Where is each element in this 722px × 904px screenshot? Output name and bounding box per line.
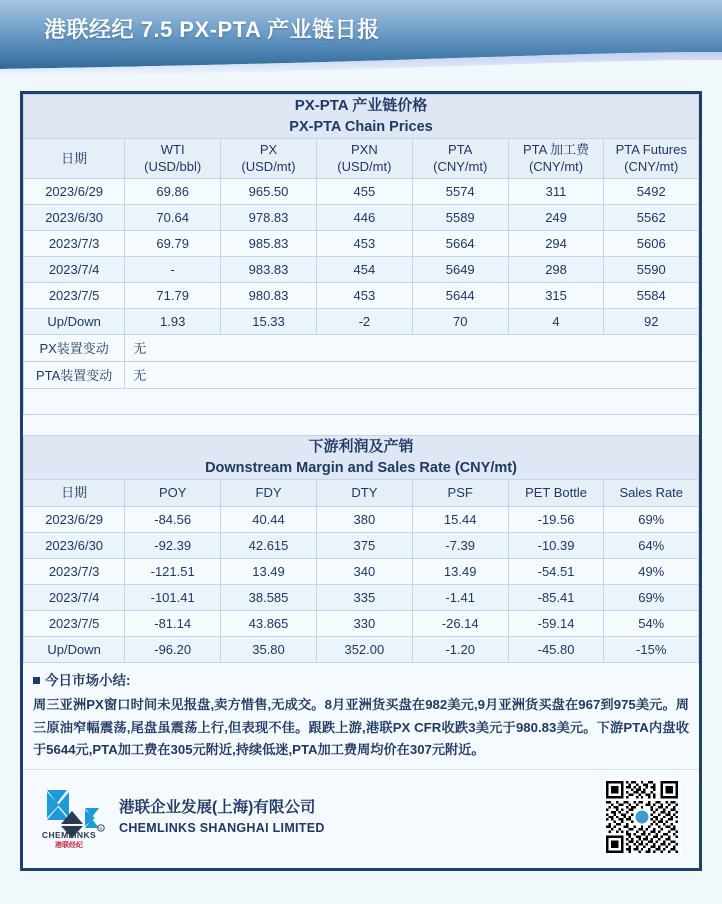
company-identity (119, 796, 325, 838)
cell-sales-rate: -15% (604, 636, 699, 662)
price-table-title-row (24, 95, 699, 139)
cell-poy: -101.41 (125, 584, 221, 610)
cell-pta-fee: 315 (508, 282, 604, 308)
price-col-pxn-unit: (USD/mt) (337, 159, 392, 175)
cell-psf: -1.20 (412, 636, 508, 662)
price-col-pta-futures-unit: (CNY/mt) (624, 159, 679, 175)
margin-col-psf: PSF (412, 479, 508, 506)
price-col-px (221, 138, 317, 178)
cell-date: 2023/6/30 (24, 532, 125, 558)
cell-poy: -121.51 (125, 558, 221, 584)
square-bullet-icon (33, 677, 40, 684)
cell-poy: -92.39 (125, 532, 221, 558)
price-col-pta-futures-top: PTA Futures (615, 141, 687, 157)
cell-label: Up/Down (24, 636, 125, 662)
cell-date: 2023/6/29 (24, 506, 125, 532)
table-row (24, 558, 699, 584)
report-footer (23, 769, 699, 868)
price-table-header-row (24, 138, 699, 178)
pta-device-change-row (24, 361, 699, 388)
table-row-updown (24, 308, 699, 334)
price-col-pta-unit: (CNY/mt) (433, 159, 488, 175)
cell-date: 2023/7/3 (24, 558, 125, 584)
chemlinks-logo (39, 784, 109, 850)
cell-pet-bottle: -59.14 (508, 610, 604, 636)
margin-col-sales-rate: Sales Rate (604, 479, 699, 506)
cell-pta-fee: 311 (508, 178, 604, 204)
cell-wti: 1.93 (125, 308, 221, 334)
cell-pta-fee: 298 (508, 256, 604, 282)
cell-label: Up/Down (24, 308, 125, 334)
cell-px: 978.83 (221, 204, 317, 230)
price-table (23, 94, 699, 415)
cell-pet-bottle: -10.39 (508, 532, 604, 558)
margin-table-title-row (24, 435, 699, 479)
margin-table-title-en: Downstream Margin and Sales Rate (CNY/mt) (205, 459, 517, 476)
market-summary (23, 663, 699, 766)
cell-pta: 5649 (412, 256, 508, 282)
market-summary-heading-text: 今日市场小结: (45, 672, 131, 688)
price-col-pta-futures (604, 138, 699, 178)
price-col-date (24, 138, 125, 178)
cell-wti: 69.79 (125, 230, 221, 256)
cell-psf: 15.44 (412, 506, 508, 532)
table-row (24, 178, 699, 204)
report-card (20, 91, 702, 871)
cell-pta-futures: 5492 (604, 178, 699, 204)
margin-table-title-cell (24, 435, 699, 479)
table-row-updown (24, 636, 699, 662)
table-row (24, 282, 699, 308)
cell-pet-bottle: -85.41 (508, 584, 604, 610)
margin-col-date: 日期 (24, 479, 125, 506)
cell-pta-futures: 5584 (604, 282, 699, 308)
cell-psf: 13.49 (412, 558, 508, 584)
company-name-en: CHEMLINKS SHANGHAI LIMITED (119, 821, 325, 836)
cell-sales-rate: 69% (604, 584, 699, 610)
margin-table (23, 435, 699, 663)
margin-col-dty: DTY (316, 479, 412, 506)
chemlinks-logo-mark-icon (39, 784, 109, 850)
px-device-change-label: PX装置变动 (24, 334, 125, 361)
cell-pxn: 453 (316, 230, 412, 256)
cell-pta-futures: 5606 (604, 230, 699, 256)
cell-poy: -81.14 (125, 610, 221, 636)
margin-col-poy: POY (125, 479, 221, 506)
cell-dty: 335 (316, 584, 412, 610)
cell-pet-bottle: -19.56 (508, 506, 604, 532)
qr-code-image (606, 781, 678, 853)
cell-pta-fee: 249 (508, 204, 604, 230)
table-row (24, 230, 699, 256)
svg-text:港联经纪: 港联经纪 (55, 842, 83, 849)
cell-date: 2023/7/3 (24, 230, 125, 256)
cell-px: 965.50 (221, 178, 317, 204)
page-header-banner (0, 0, 722, 78)
cell-pta: 5664 (412, 230, 508, 256)
cell-sales-rate: 64% (604, 532, 699, 558)
cell-fdy: 42.615 (221, 532, 317, 558)
cell-pta-futures: 92 (604, 308, 699, 334)
margin-table-header-row (24, 479, 699, 506)
cell-wti: 70.64 (125, 204, 221, 230)
margin-col-fdy: FDY (221, 479, 317, 506)
page-title: 港联经纪 7.5 PX-PTA 产业链日报 (44, 17, 380, 42)
cell-dty: 340 (316, 558, 412, 584)
cell-date: 2023/7/5 (24, 282, 125, 308)
price-table-title-en: PX-PTA Chain Prices (289, 118, 433, 135)
cell-wti: - (125, 256, 221, 282)
price-col-wti (125, 138, 221, 178)
cell-date: 2023/6/29 (24, 178, 125, 204)
cell-psf: -26.14 (412, 610, 508, 636)
price-table-bottom-spacer (24, 388, 699, 414)
table-row (24, 532, 699, 558)
price-col-px-top: PX (259, 141, 278, 157)
cell-date: 2023/7/4 (24, 584, 125, 610)
price-col-pta-fee-unit: (CNY/mt) (528, 159, 584, 175)
cell-dty: 375 (316, 532, 412, 558)
cell-pta: 5644 (412, 282, 508, 308)
cell-px: 985.83 (221, 230, 317, 256)
cell-pta-futures: 5590 (604, 256, 699, 282)
cell-fdy: 43.865 (221, 610, 317, 636)
margin-table-title-cn: 下游利润及产销 (308, 437, 414, 455)
cell-poy: -84.56 (125, 506, 221, 532)
price-col-wti-top: WTI (160, 141, 185, 157)
cell-wti: 71.79 (125, 282, 221, 308)
cell-pta: 5574 (412, 178, 508, 204)
cell-dty: 380 (316, 506, 412, 532)
cell-dty: 330 (316, 610, 412, 636)
cell-px: 980.83 (221, 282, 317, 308)
price-col-pta-top: PTA (448, 141, 473, 157)
market-summary-heading (33, 671, 689, 691)
cell-pxn: -2 (316, 308, 412, 334)
margin-col-pet-bottle: PET Bottle (508, 479, 604, 506)
cell-fdy: 40.44 (221, 506, 317, 532)
table-row (24, 506, 699, 532)
cell-poy: -96.20 (125, 636, 221, 662)
cell-psf: -7.39 (412, 532, 508, 558)
pta-device-change-label: PTA装置变动 (24, 361, 125, 388)
cell-pta: 70 (412, 308, 508, 334)
price-table-title-cn: PX-PTA 产业链价格 (294, 97, 428, 114)
table-row (24, 584, 699, 610)
cell-pet-bottle: -45.80 (508, 636, 604, 662)
px-device-change-value: 无 (125, 334, 699, 361)
price-col-date-top: 日期 (61, 150, 88, 166)
cell-sales-rate: 69% (604, 506, 699, 532)
table-row (24, 256, 699, 282)
pta-device-change-value: 无 (125, 361, 699, 388)
cell-psf: -1.41 (412, 584, 508, 610)
cell-sales-rate: 49% (604, 558, 699, 584)
market-summary-body: 周三亚洲PX窗口时间未见报盘,卖方惜售,无成交。8月亚洲货买盘在982美元,9月亚洲货买盘在967到975美元。周三原油窄幅震荡,尾盘虽震荡上行,但表现不佳。跟跌上游,港联PX CFR收跌3美元于980.83美元。下游PTA内盘收于5644元,PTA加工费在305元附近,持续低迷,PTA加工费周均价在307元附近。 (33, 696, 689, 758)
cell-fdy: 13.49 (221, 558, 317, 584)
price-col-pta-fee-top: PTA 加工费 (522, 141, 590, 157)
cell-px: 15.33 (221, 308, 317, 334)
cell-pxn: 454 (316, 256, 412, 282)
wechat-qr-code[interactable] (603, 778, 681, 856)
table-row (24, 610, 699, 636)
price-table-title-cell (24, 95, 699, 139)
spacer-cell (24, 388, 699, 414)
price-col-pxn (316, 138, 412, 178)
cell-sales-rate: 54% (604, 610, 699, 636)
cell-px: 983.83 (221, 256, 317, 282)
svg-text:R: R (99, 826, 103, 831)
cell-date: 2023/7/5 (24, 610, 125, 636)
svg-text:CHEMLINKS: CHEMLINKS (41, 830, 97, 840)
cell-dty: 352.00 (316, 636, 412, 662)
cell-pta-fee: 294 (508, 230, 604, 256)
cell-wti: 69.86 (125, 178, 221, 204)
price-col-pta-fee (508, 138, 604, 178)
company-name-cn: 港联企业发展(上海)有限公司 (119, 799, 316, 816)
price-col-wti-unit: (USD/bbl) (144, 159, 202, 175)
price-col-pxn-top: PXN (350, 141, 378, 157)
price-col-px-unit: (USD/mt) (241, 159, 296, 175)
cell-pxn: 455 (316, 178, 412, 204)
cell-pxn: 453 (316, 282, 412, 308)
cell-pxn: 446 (316, 204, 412, 230)
table-row (24, 204, 699, 230)
cell-pta-fee: 4 (508, 308, 604, 334)
cell-date: 2023/7/4 (24, 256, 125, 282)
table-gap (23, 415, 699, 435)
price-col-pta (412, 138, 508, 178)
cell-fdy: 35.80 (221, 636, 317, 662)
cell-date: 2023/6/30 (24, 204, 125, 230)
cell-pta-futures: 5562 (604, 204, 699, 230)
cell-pet-bottle: -54.51 (508, 558, 604, 584)
cell-pta: 5589 (412, 204, 508, 230)
cell-fdy: 38.585 (221, 584, 317, 610)
px-device-change-row (24, 334, 699, 361)
